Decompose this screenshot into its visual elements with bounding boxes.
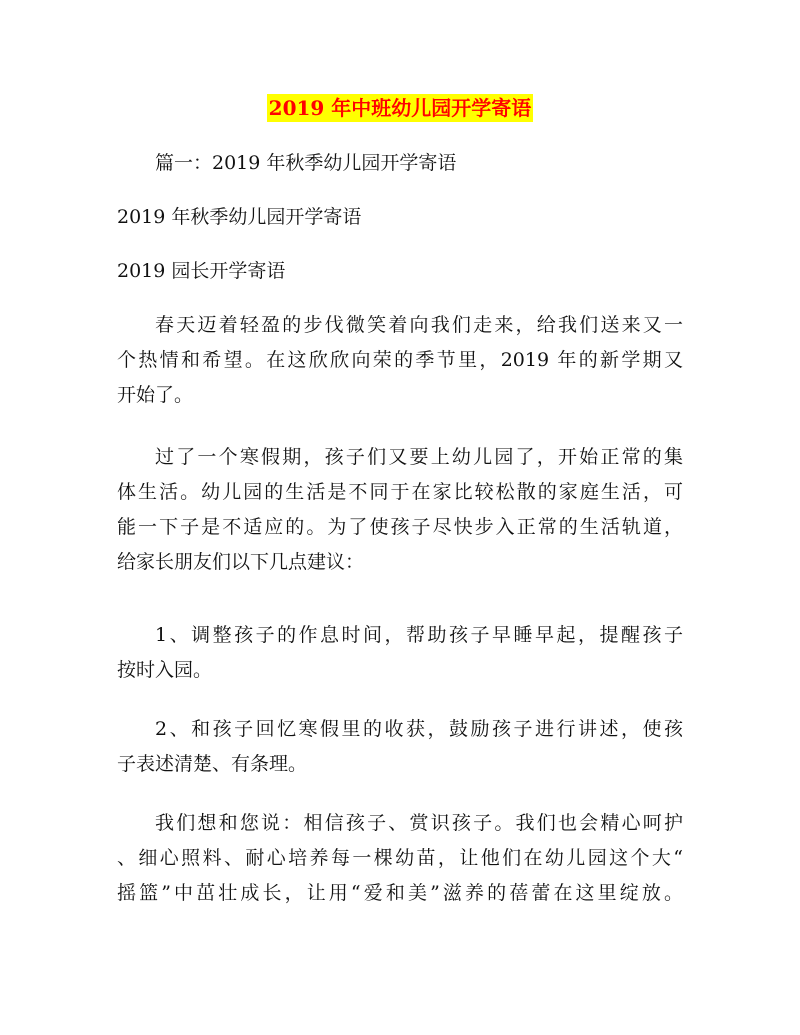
paragraph-line: 我们想和您说：相信孩子、赏识孩子。我们也会精心呵护 <box>155 812 683 834</box>
paragraph-winter-break <box>117 440 683 580</box>
paragraph-spring-intro <box>117 308 683 413</box>
paragraph-line: 体生活。幼儿园的生活是不同于在家比较松散的家庭生活，可 <box>117 481 683 503</box>
paragraph-line: 开始了。 <box>117 384 194 406</box>
section-heading: 篇一：2019 年秋季幼儿园开学寄语 <box>155 152 457 174</box>
paragraph-line: 个热情和希望。在这欣欣向荣的季节里，2019 年的新学期又 <box>117 349 683 371</box>
paragraph-line: 给家长朋友们以下几点建议： <box>117 551 365 573</box>
paragraph-line: 摇篮”中茁壮成长，让用“爱和美”滋养的蓓蕾在这里绽放。 <box>117 882 683 904</box>
paragraph-line: 过了一个寒假期，孩子们又要上幼儿园了，开始正常的集 <box>155 446 683 468</box>
subtitle-heading-principal: 2019 园长开学寄语 <box>117 260 286 282</box>
paragraph-line: 子表述清楚、有条理。 <box>117 753 308 775</box>
paragraph-line: 能一下子是不适应的。为了使孩子尽快步入正常的生活轨道， <box>117 516 683 538</box>
paragraph-closing <box>117 806 683 911</box>
suggestion-item-2 <box>117 712 683 782</box>
title-container <box>0 94 800 122</box>
paragraph-line: 按时入园。 <box>117 659 213 681</box>
paragraph-line: 2、和孩子回忆寒假里的收获，鼓励孩子进行讲述，使孩 <box>155 718 683 740</box>
subtitle-heading: 2019 年秋季幼儿园开学寄语 <box>117 206 362 228</box>
suggestion-item-1 <box>117 618 683 688</box>
document-title: 2019 年中班幼儿园开学寄语 <box>268 96 532 120</box>
paragraph-line: 、细心照料、耐心培养每一棵幼苗，让他们在幼儿园这个大“ <box>117 847 683 869</box>
paragraph-line: 春天迈着轻盈的步伐微笑着向我们走来，给我们送来又一 <box>155 314 683 336</box>
paragraph-line: 1、调整孩子的作息时间，帮助孩子早睡早起，提醒孩子 <box>155 624 683 646</box>
